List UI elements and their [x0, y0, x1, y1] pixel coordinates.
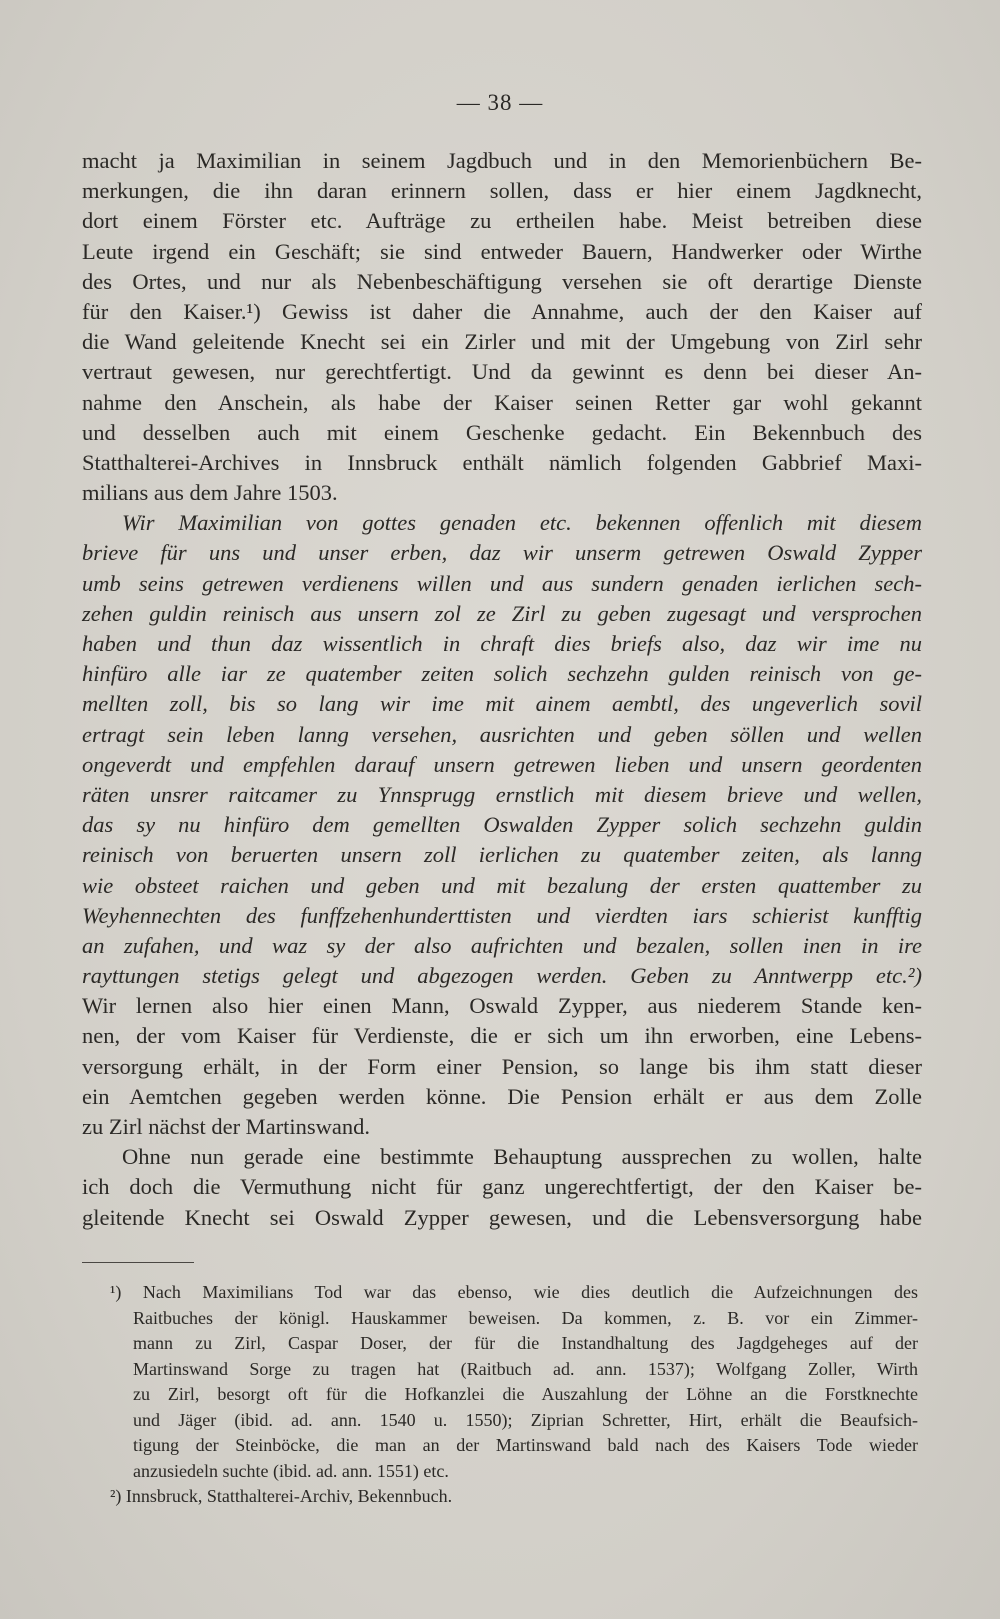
text-line: vertraut gewesen, nur gerechtfertigt. Und da gewinnt es denn bei dieser An-	[82, 359, 922, 385]
text-line: des Ortes, und nur als Nebenbeschäftigung versehen sie oft derartige Dienste	[82, 268, 922, 294]
text-line: Ohne nun gerade eine bestimmte Behauptung aussprechen zu wollen, halte	[122, 1144, 922, 1170]
text-line: Weyhennechten des funffzehenhunderttisten und vierdten iars schierist kunfftig	[82, 902, 922, 928]
text-line: brieve für uns und unser erben, daz wir unserm getrewen Oswald Zypper	[82, 540, 922, 566]
footnote-line: Raitbuches der königl. Hauskammer beweisen. Da kommen, z. B. vor ein Zimmer-	[133, 1307, 918, 1328]
text-line: gleitende Knecht sei Oswald Zypper gewesen, und die Lebensversorgung habe	[82, 1204, 922, 1230]
text-line: dort einem Förster etc. Aufträge zu ertheilen habe. Meist betreiben diese	[82, 208, 922, 234]
page-number: — 38 —	[456, 90, 544, 115]
text-line: für den Kaiser.¹) Gewiss ist daher die Annahme, auch der den Kaiser auf	[82, 298, 922, 324]
text-line: nahme den Anschein, als habe der Kaiser seinen Retter gar wohl gekannt	[82, 389, 922, 415]
text-line: zehen guldin reinisch aus unsern zol ze Zirl zu geben zugesagt und versprochen	[82, 600, 922, 626]
text-line: die Wand geleitende Knecht sei ein Zirler und mit der Umgebung von Zirl sehr	[82, 329, 922, 355]
text-line: Leute irgend ein Geschäft; sie sind entweder Bauern, Handwerker oder Wirthe	[82, 238, 922, 264]
text-line: ertragt sein leben lanng versehen, ausrichten und geben söllen und wellen	[82, 721, 922, 747]
footnote-line: und Jäger (ibid. ad. ann. 1540 u. 1550); Ziprian Schretter, Hirt, erhält die Beaufsich-	[133, 1409, 918, 1430]
text-line: hinfüro alle iar ze quatember zeiten solich sechzehn gulden reinisch von ge-	[82, 661, 922, 687]
text-line: räten unsrer raitcamer zu Ynnsprugg ernstlich mit diesem brieve und wellen,	[82, 781, 922, 807]
text-line: umb seins getrewen verdienens willen und aus sundern genaden ierlichen sech-	[82, 570, 922, 596]
text-line: reinisch von beruerten unsern zoll ierlichen zu quatember zeiten, als lanng	[82, 842, 922, 868]
text-line: ein Aemtchen gegeben werden könne. Die Pension erhält er aus dem Zolle	[82, 1083, 922, 1109]
footnotes	[110, 1280, 918, 1510]
text-line: Wir Maximilian von gottes genaden etc. bekennen offenlich mit diesem	[122, 510, 922, 536]
footnote-line: mann zu Zirl, Caspar Doser, der für die Instandhaltung des Jagdgeheges auf der	[133, 1333, 918, 1353]
text-line: haben und thun daz wissentlich in chraft dies briefs also, daz wir ime nu	[82, 631, 922, 656]
footnote-line: Martinswand Sorge zu tragen hat (Raitbuch ad. ann. 1537); Wolfgang Zoller, Wirth	[133, 1358, 918, 1379]
text-line: nen, der vom Kaiser für Verdienste, die er sich um ihn erworben, eine Lebens-	[82, 1023, 922, 1049]
text-line: zu Zirl nächst der Martinswand.	[82, 1114, 371, 1139]
text-line: das sy nu hinfüro dem gemellten Oswalden Zypper solich sechzehn guldin	[82, 812, 922, 838]
text-line: macht ja Maximilian in seinem Jagdbuch und in den Memorienbüchern Be-	[82, 148, 922, 173]
footnote-line: ¹) Nach Maximilians Tod war das ebenso, wie dies deutlich die Aufzeichnungen des	[110, 1282, 918, 1302]
text-line: milians aus dem Jahre 1503.	[82, 480, 338, 506]
text-line: versorgung erhält, in der Form einer Pension, so lange bis ihm statt dieser	[82, 1053, 922, 1079]
footnote-divider	[82, 1262, 194, 1263]
text-line: ich doch die Vermuthung nicht für ganz ungerechtfertigt, der den Kaiser be-	[82, 1174, 922, 1200]
text-line: wie obsteet raichen und geben und mit bezalung der ersten quattember zu	[82, 872, 922, 898]
text-line: und desselben auch mit einem Geschenke gedacht. Ein Bekennbuch des	[82, 419, 922, 445]
text-line: ongeverdt und empfehlen darauf unsern getrewen lieben und unsern geordenten	[82, 751, 922, 777]
footnote-line: ²) Innsbruck, Statthalterei-Archiv, Bekennbuch.	[110, 1486, 453, 1506]
text-line: an zufahen, und waz sy der also aufrichten und bezalen, sollen inen in ire	[82, 932, 922, 958]
footnote-line: zu Zirl, besorgt oft für die Hofkanzlei die Auszahlung der Löhne an die Forstknechte	[133, 1384, 918, 1404]
text-line: merkungen, die ihn daran erinnern sollen, dass er hier einem Jagdknecht,	[82, 178, 922, 204]
footnote-line: tigung der Steinböcke, die man an der Martinswand bald nach des Kaisers Tode wieder	[133, 1435, 918, 1455]
text-line: Wir lernen also hier einen Mann, Oswald Zypper, aus niederem Stande ken-	[82, 993, 922, 1019]
footnote-line: anzusiedeln suchte (ibid. ad. ann. 1551) etc.	[133, 1460, 449, 1481]
text-line: mellten zoll, bis so lang wir ime mit ainem aembtl, des ungeverlich sovil	[82, 691, 922, 717]
main-text	[82, 146, 922, 1233]
text-line: rayttungen stetigs gelegt und abgezogen werden. Geben zu Anntwerpp etc.²)	[82, 963, 922, 989]
text-line: Statthalterei-Archives in Innsbruck enthält nämlich folgenden Gabbrief Maxi-	[82, 449, 922, 475]
